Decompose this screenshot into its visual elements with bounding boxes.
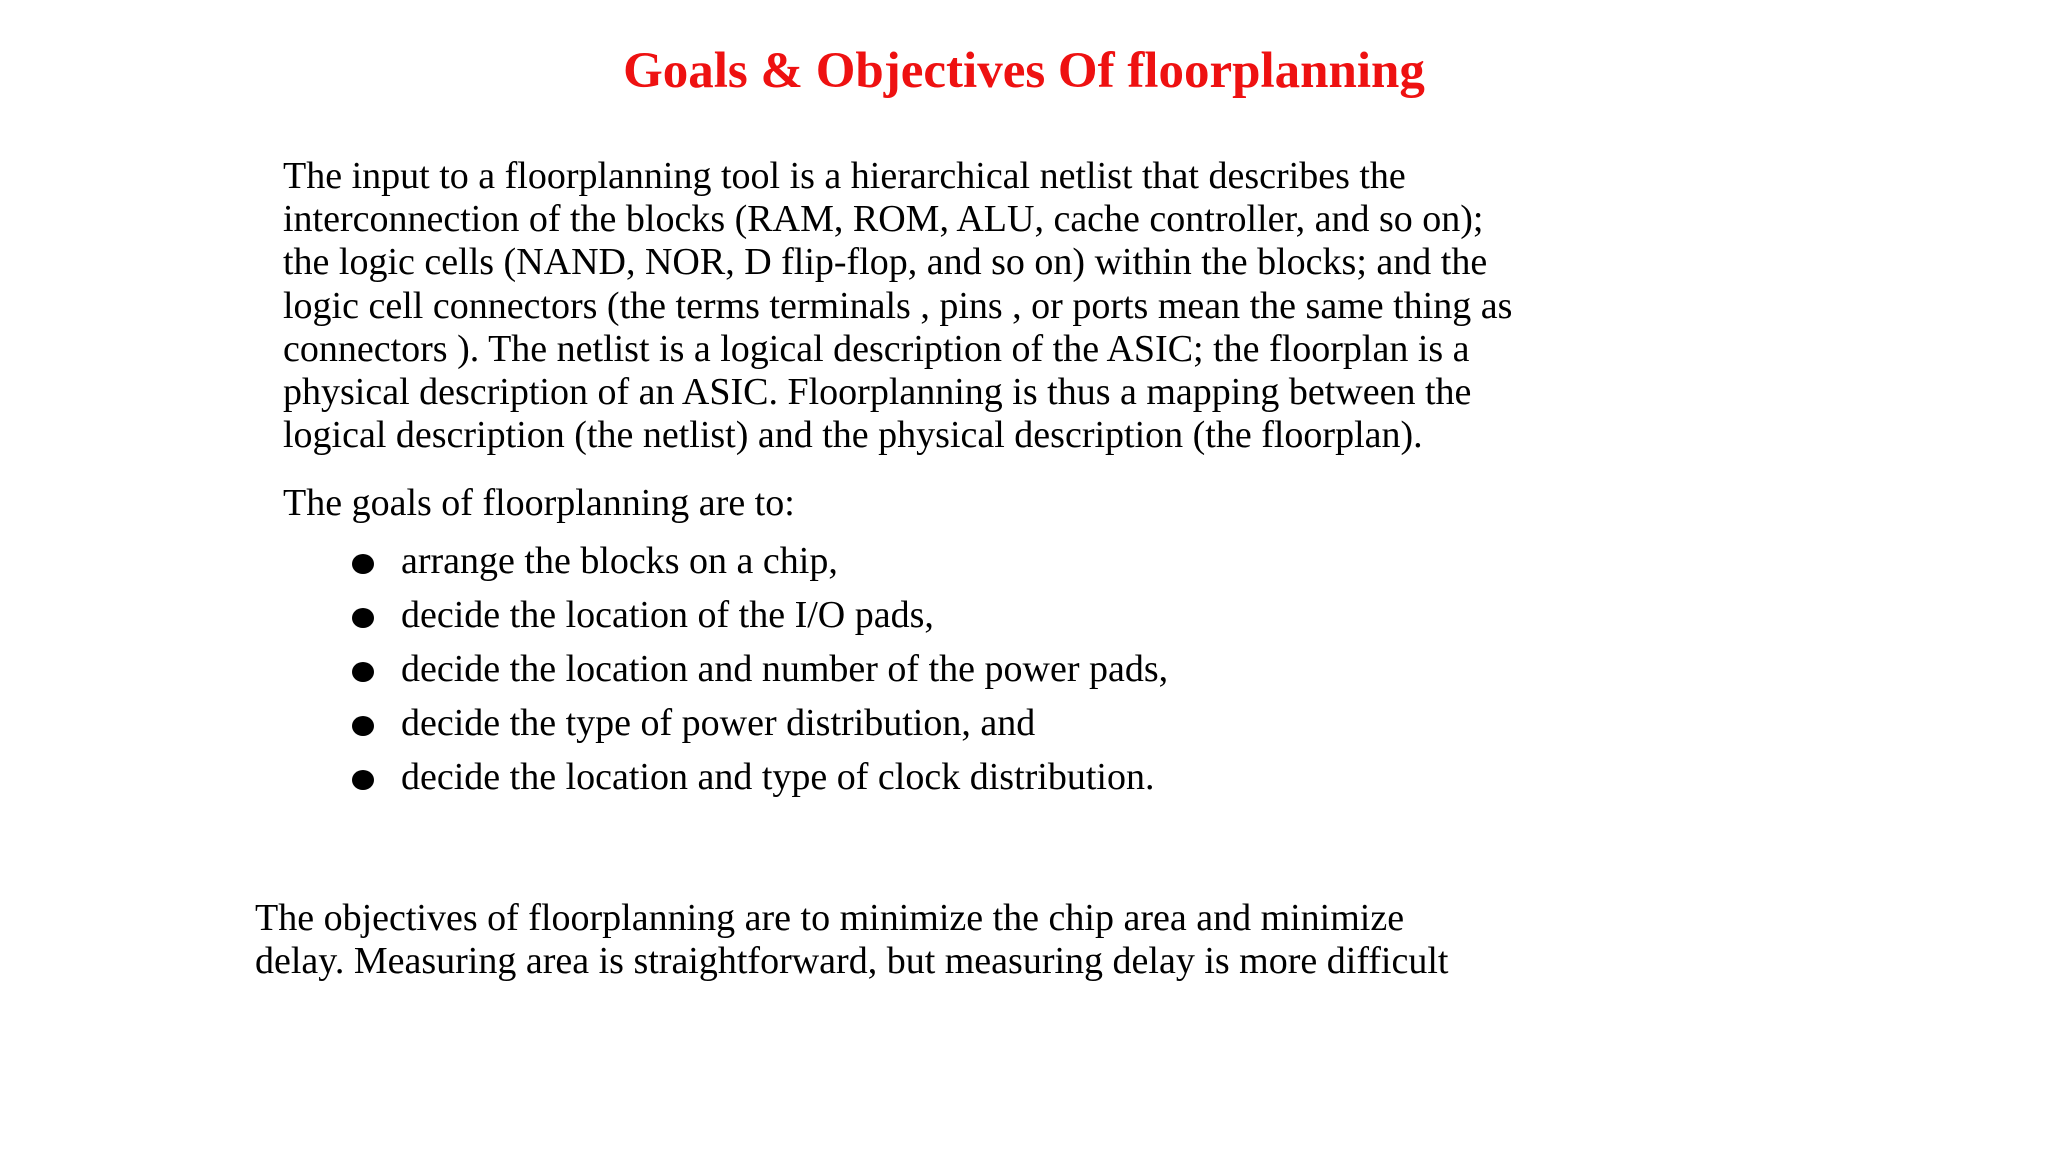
- intro-line: logical description (the netlist) and the physical description (the floorplan).: [283, 414, 1423, 457]
- intro-line: physical description of an ASIC. Floorplanning is thus a mapping between the: [283, 371, 1472, 414]
- bullet-icon: [352, 662, 374, 682]
- bullet-icon: [352, 770, 374, 790]
- goal-text: decide the location and type of clock distribution.: [401, 756, 1155, 798]
- goal-text: arrange the blocks on a chip,: [401, 540, 838, 582]
- intro-line: the logic cells (NAND, NOR, D flip-flop, and so on) within the blocks; and the: [283, 241, 1488, 284]
- intro-line: The input to a floorplanning tool is a hierarchical netlist that describes the: [283, 155, 1406, 197]
- bullet-icon: [352, 716, 374, 736]
- objectives-line: The objectives of floorplanning are to minimize the chip area and minimize: [255, 897, 1405, 939]
- objectives-paragraph: [255, 897, 1448, 983]
- goal-text: decide the location and number of the power pads,: [401, 648, 1169, 690]
- cut-off-text-fragment: [255, 986, 725, 992]
- intro-line: logic cell connectors (the terms terminals , pins , or ports mean the same thing as: [283, 284, 1513, 327]
- intro-paragraph: [283, 155, 1883, 457]
- intro-line: connectors ). The netlist is a logical description of the ASIC; the floorplan is a: [283, 327, 1470, 370]
- bullet-icon: [352, 608, 374, 628]
- goal-text: decide the location of the I/O pads,: [401, 594, 934, 636]
- slide-title: Goals & Objectives Of floorplanning: [623, 43, 1425, 99]
- bullet-icon: [352, 554, 374, 574]
- goal-text: decide the type of power distribution, and: [401, 702, 1036, 744]
- intro-line: interconnection of the blocks (RAM, ROM, ALU, cache controller, and so on);: [283, 198, 1484, 241]
- objectives-line: delay. Measuring area is straightforward, but measuring delay is more difficult: [255, 940, 1449, 982]
- goals-heading: The goals of floorplanning are to:: [283, 482, 795, 524]
